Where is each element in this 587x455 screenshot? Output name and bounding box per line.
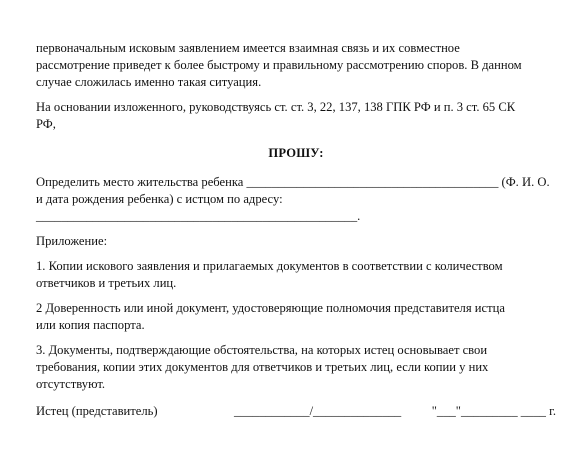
attachment-line: ответчиков и третьих лиц. [36, 276, 177, 290]
request-line: ___________________________________________________. [36, 209, 361, 223]
basis-line: РФ, [36, 117, 56, 131]
document-page [36, 40, 556, 420]
signature-row [36, 403, 556, 420]
document-title: ПРОШУ: [268, 146, 324, 160]
basis-line: На основании изложенного, руководствуясь ст. ст. 3, 22, 137, 138 ГПК РФ и п. 3 ст. 65 СК [36, 100, 516, 114]
request-line: Определить место жительства ребенка ________________________________________ (Ф. И. О. [36, 175, 550, 189]
attachment-item [36, 258, 556, 292]
attachment-line: отсутствуют. [36, 377, 106, 391]
attachment-line: 1. Копии искового заявления и прилагаемых документов в соответствии с количеством [36, 259, 503, 273]
intro-paragraph [36, 40, 556, 91]
attachment-line: 3. Документы, подтверждающие обстоятельства, на которых истец основывает свои [36, 343, 488, 357]
intro-line: рассмотрение приведет к более быстрому и правильному рассмотрению споров. В данном [36, 58, 522, 72]
attachment-line: 2 Доверенность или иной документ, удостоверяющие полномочия представителя истца [36, 301, 505, 315]
signature-line: ____________/______________ [234, 404, 402, 418]
attachments-label: Приложение: [36, 234, 108, 248]
date-line: "___"_________ ____ г. [431, 404, 556, 418]
intro-line: случае сложилась именно такая ситуация. [36, 75, 262, 89]
attachment-item [36, 342, 556, 393]
basis-paragraph [36, 99, 556, 133]
intro-line: первоначальным исковым заявлением имеется взаимная связь и их совместное [36, 41, 460, 55]
attachment-line: или копия паспорта. [36, 318, 145, 332]
request-line: и дата рождения ребенка) с истцом по адресу: [36, 192, 283, 206]
attachment-line: требования, копии этих документов для ответчиков и третьих лиц, если копии у них [36, 360, 489, 374]
request-paragraph [36, 174, 556, 225]
signature-label: Истец (представитель) [36, 404, 158, 418]
attachment-item [36, 300, 556, 334]
